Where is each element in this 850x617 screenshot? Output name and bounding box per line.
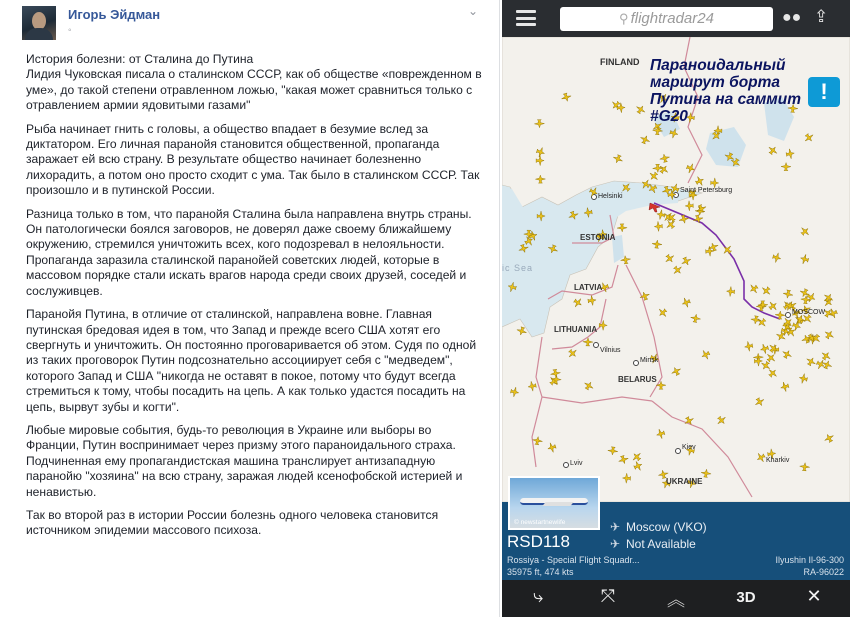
altitude-speed: 35975 ft, 474 kts (507, 567, 574, 577)
map-label-latvia: LATVIA (574, 283, 603, 292)
arrival-row (610, 537, 696, 551)
overlay-caption: Параноидальный маршрут борта Путина на саммит #G20 (650, 57, 802, 125)
flight-info-panel[interactable] (502, 502, 850, 580)
map-label-minsk: Minsk (640, 357, 659, 364)
post-paragraph: Так во второй раз в истории России болезнь одного человека становится источником эпидемии массового психоза. (26, 507, 439, 538)
avatar[interactable] (22, 6, 56, 40)
menu-icon[interactable] (516, 10, 536, 26)
privacy-globe-icon: ◦ (68, 25, 72, 36)
aircraft-photo[interactable] (508, 476, 600, 530)
author-name[interactable]: Игорь Эйдман (68, 7, 161, 22)
city-dot (634, 361, 639, 366)
departure-row (610, 520, 707, 534)
photo-credit: © newstartnewlife (514, 519, 566, 526)
departure-airport: Moscow (VKO) (626, 520, 707, 534)
gulf-of-riga (544, 241, 572, 273)
aircraft-type: Ilyushin Il-96-300 (775, 555, 844, 565)
map-label-finland: FINLAND (600, 57, 640, 67)
share-icon[interactable]: ⇪ (814, 7, 829, 26)
flightradar-app (502, 0, 850, 617)
map-label-helsinki: Helsinki (598, 193, 623, 200)
view-3d-button[interactable]: 3D (736, 589, 756, 606)
map-label-kharkiv: Kharkiv (766, 457, 790, 464)
city-dot (676, 449, 681, 454)
route-icon[interactable]: ⤷ (532, 586, 544, 606)
close-icon[interactable]: ✕ (806, 586, 822, 606)
arrival-airport: Not Available (626, 537, 696, 551)
takeoff-icon: ✈ (610, 520, 621, 534)
post-paragraph: Рыба начинает гнить с головы, а общество впадает в безумие вслед за диктатором. Его личная паранойя становится общественной, пропаганда заражает ей всю страну. В результате общество начинает болезненно лихорадить, а потом оно просто сходит с ума. Так было в сталинском СССР. Так произошло и в путинской России. (26, 121, 480, 198)
search-input[interactable] (560, 7, 773, 31)
map-label-estonia: ESTONIA (580, 233, 616, 242)
map-label-ukraine: UKRAINE (666, 477, 703, 486)
post-paragraph: Разница только в том, что паранойя Сталина была направлена внутрь страны. Он патологически боялся заговоров, не доверял даже своему ближайшему окружению, стремился уничтожить всех, кого подозревал в нелояльности. Пропаганда заразила сталинской паранойей советских людей, которые в массовом порядке стали искать врагов народа среди своих друзей, соседей и сослуживцев. (26, 206, 472, 298)
airline-name: Rossiya - Special Flight Squadr... (507, 555, 640, 565)
registration: RA-96022 (803, 567, 844, 577)
flight-callsign: RSD118 (507, 532, 570, 551)
fullscreen-icon[interactable]: ⤧ (600, 586, 616, 606)
map-label-baltic: ic Sea (502, 263, 534, 273)
top-bar (502, 0, 850, 37)
map-label-spb: Saint Petersburg (680, 187, 733, 194)
city-dot (786, 313, 791, 318)
post-paragraph: История болезни: от Сталина до Путина Лидия Чуковская писала о сталинском СССР, как об обществе «поврежденном в уме», до такой степени отравленном ложью, "какая может сравниться только с отравлением армии ядовитыми газами" (26, 52, 482, 113)
post-paragraph: Любые мировые события, будь-то революция в Украине или выборы во Франции, Путин воспринимает через призму этого параноидального страха. Подчиненная ему пропагандистская машина транслирует антизападную паранойю "хозяина" на всю страну, заражая людей ксенофобской истерией и ненавистью. (26, 422, 463, 499)
map-label-lithuania: LITHUANIA (554, 325, 598, 334)
chevron-down-icon[interactable]: ⌄ (467, 4, 478, 18)
map-label-kiev: Kiev (682, 444, 696, 451)
post-header (22, 6, 490, 40)
map-label-lviv: Lviv (570, 460, 583, 467)
map-label-belarus: BELARUS (618, 375, 657, 384)
landing-icon: ✈ (610, 537, 621, 551)
city-dot (594, 343, 599, 348)
post-body (26, 52, 482, 539)
expand-up-icon[interactable]: ︽ (667, 590, 685, 610)
bottom-toolbar (502, 580, 850, 617)
post-paragraph: Паранойя Путина, в отличие от сталинской, направлена вовне. Главная путинская бредовая идея в том, что Запад и прежде всего США хотят его свергнуть и уничтожить. Он постоянно проговаривается об этом. Судя по одной из таких проговорок Путин подсознательно ассоциирует себя с "медведем", которого Запад и США "никогда не оставят в покое, потому что будут всегда стремиться к тому, чтобы посадить на цепь. А как только удастся посадить на цепь, вырвут зубы и когти". (26, 307, 477, 414)
search-text: flightradar24 (630, 10, 714, 27)
map-label-vilnius: Vilnius (600, 347, 621, 354)
city-dot (564, 463, 569, 468)
binoculars-icon[interactable]: ●● (782, 9, 802, 26)
alert-button[interactable]: ! (808, 77, 840, 107)
map-label-moscow: MOSCOW (792, 309, 826, 316)
search-icon: ⚲ (619, 11, 629, 26)
